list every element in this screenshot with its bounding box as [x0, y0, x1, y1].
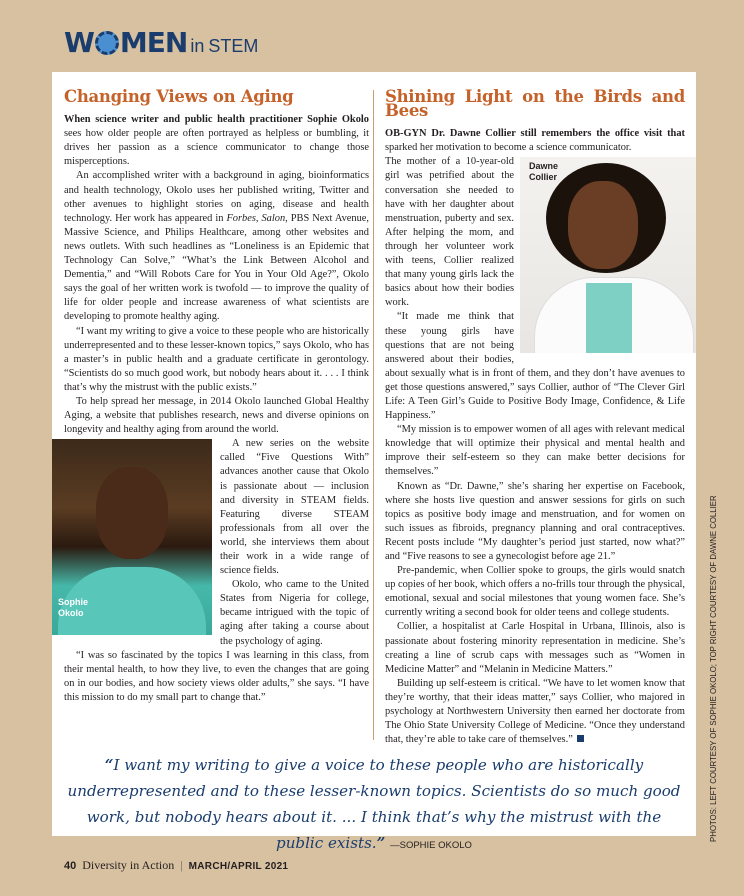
right-lead-paragraph: [385, 127, 685, 155]
pull-quote-text: I want my writing to give a voice to these people who are historically underrepresented and to these lesser-known topics. Scientists do so much good work, but nobody hears about it. ... I think that’s why the mistrust with the public exists.: [67, 756, 681, 852]
photo-credit: PHOTOS: LEFT COURTESY OF SOPHIE OKOLO; TOP RIGHT COURTESY OF DAWNE COLLIER: [709, 495, 718, 842]
pull-quote-close-mark: ”: [376, 834, 386, 852]
portrait-face: [96, 467, 168, 559]
left-paragraph: “I want my writing to give a voice to these people who are historically underrepresented and to these lesser-known topics,” says Okolo, who has a master’s in public health and a graduate certificate in gerontology. “Scientists do so much good work, but nobody hears about it. . . . I think that’s why the mistrust with the public exists.”: [64, 325, 369, 393]
left-p2-b: , PBS Next Avenue, Massive Science, and Philips Healthcare, among other websites and news outlets. With such headlines as “Loneliness is an Epidemic that Technology Can Solve,” “What’s the Link Between Alcohol and Dementia,” and “Will Robots Care for You in Your Old Age?”, Okolo says the goal of her written work is twofold — to improve the quality of life for older people and increase awareness of what scientists are developing to promote healthy aging.: [64, 212, 369, 323]
masthead-in: in: [190, 36, 205, 56]
collier-photo-caption: [529, 161, 558, 183]
right-paragraph: Collier, a hospitalist at Carle Hospital in Urbana, Illinois, also is passionate about fostering minority representation in medicine. She’s creating a line of scrub caps with messages such as “Women in Medicine Matter” and “Melanin in Medicine Matters.”: [385, 621, 685, 675]
left-p2-a: An accomplished writer with a background in aging, bioinformatics and health technology, Okolo uses her published writing, Twitter and other avenues to highlight stories on aging, disease and health technology. Her work has appeared in: [64, 170, 369, 224]
right-p8: Building up self-esteem is critical. “We have to let women know that they’re worthy, that their ideas matter,” says Collier, who majored in psychology at Northwestern University then earned her doctorate from The Ohio State University College of Medicine. “Once they understand that, they’re able to take care of themselves.”: [385, 677, 685, 746]
portrait-face: [568, 181, 638, 269]
masthead-women: W MEN: [64, 26, 188, 59]
collier-photo: [520, 157, 696, 353]
end-mark-icon: [577, 735, 584, 742]
left-lead-bold: When science writer and public health practitioner Sophie Okolo: [64, 114, 369, 126]
right-lead-rest: sparked her motivation to become a science communicator.: [385, 142, 632, 154]
right-paragraph: “My mission is to empower women of all ages with relevant medical knowledge that will optimize their physical and mental health and improve their self-esteem so they can make better decisions for themselves.”: [385, 424, 685, 478]
right-paragraph: The mother of a 10-year-old girl was petrified about the conversation she needed to have with her daughter about menstruation, puberty and sex. After helping the mom, and through her volunteer work with teens, Collier realized that many young girls lack the basics about how their bodies work.: [385, 156, 514, 309]
left-lead-paragraph: [64, 113, 369, 169]
caption-line: Collier: [529, 172, 558, 183]
left-lead-rest: sees how older people are often portrayed as helpless or bumbling, it drives her passion as a science communicator to change those misperceptions.: [64, 128, 369, 168]
masthead: [64, 26, 258, 59]
left-p2-comma: ,: [255, 212, 262, 224]
right-lead-bold: OB-GYN Dr. Dawne Collier still remembers the office visit that: [385, 128, 685, 140]
right-paragraph: “It made me think that these young girls have questions that are not being answered about their bodies, about sexually what is in front of them, and they don’t have avenues to get those questions answered,” says Collier, author of “The Clever Girl Life: A Teen Girl’s Guide to Positive Body Image, Confidence, & Life Happiness.”: [385, 311, 685, 422]
left-paragraph: A new series on the website called “Five Questions With” advances another cause that Okolo is passionate about — inclusion and diversity in STEAM fields. Featuring diverse STEAM professionals from all over the world, she interviews them about their work in a wide range of science fields.: [220, 438, 369, 577]
pull-quote-open-mark: “: [104, 756, 114, 774]
caption-line: Sophie: [58, 597, 89, 608]
left-paragraph: Okolo, who came to the United States from Nigeria for college, became intrigued with the topic of aging after taking a course about the psychology of aging.: [220, 579, 369, 647]
collier-portrait-image: [520, 157, 696, 353]
article-page: [52, 72, 696, 852]
left-p4: To help spread her message, in 2014 Okolo launched Global Healthy Aging, a website that publishes research, news and diverse opinions on longevity and healthy aging from around the world.: [64, 395, 369, 436]
salon-italic: Salon: [261, 212, 286, 224]
left-paragraph: [64, 169, 369, 324]
issue-date: MARCH/APRIL 2021: [188, 861, 289, 872]
publication-name: Diversity in Action: [82, 858, 175, 872]
column-divider: [373, 90, 374, 740]
footer-separator: |: [180, 858, 183, 872]
right-paragraph: Pre-pandemic, when Collier spoke to groups, the girls would snatch up copies of her book, which offers a no-frills tour through the physical, emotional, sexual and social milestones that young women face. She’s currently writing a second book for older teens and college students.: [385, 565, 685, 619]
caption-line: Okolo: [58, 608, 84, 619]
portrait-top: [586, 283, 632, 353]
left-column: [58, 87, 369, 705]
caption-line: Dawne: [529, 161, 559, 172]
right-article-title: Shining Light on the Birds and Bees: [385, 87, 685, 121]
masthead-stem: STEM: [208, 36, 259, 56]
okolo-photo-caption: [58, 597, 88, 619]
pull-quote: [64, 752, 684, 859]
right-column: [385, 87, 685, 747]
forbes-italic: Forbes: [226, 212, 256, 224]
left-paragraph: [64, 395, 369, 437]
pull-quote-attribution: —SOPHIE OKOLO: [390, 840, 472, 851]
right-paragraph: [385, 677, 685, 747]
left-paragraph: “I was so fascinated by the topics I was learning in this class, from their mental health, to how they live, to even the changes that are going on in our bodies, and how society views older adults,” she says. “I have this mission to do my small part to change that.”: [64, 649, 369, 703]
page-number: 40: [64, 860, 77, 872]
gear-icon: [95, 31, 119, 55]
page-footer: [64, 858, 288, 873]
left-article-title: Changing Views on Aging: [64, 87, 294, 106]
right-paragraph: Known as “Dr. Dawne,” she’s sharing her expertise on Facebook, where she hosts live question and answer sessions for girls on such topics as positive body image and menstruation, and for women on such issues as fibroids, pregnancy planning and oral contraceptives. Recent posts include “My daughter’s period just started, now what?” and “Five reasons to see a gynecologist before age 21.”: [385, 480, 685, 562]
okolo-photo: [52, 439, 212, 635]
